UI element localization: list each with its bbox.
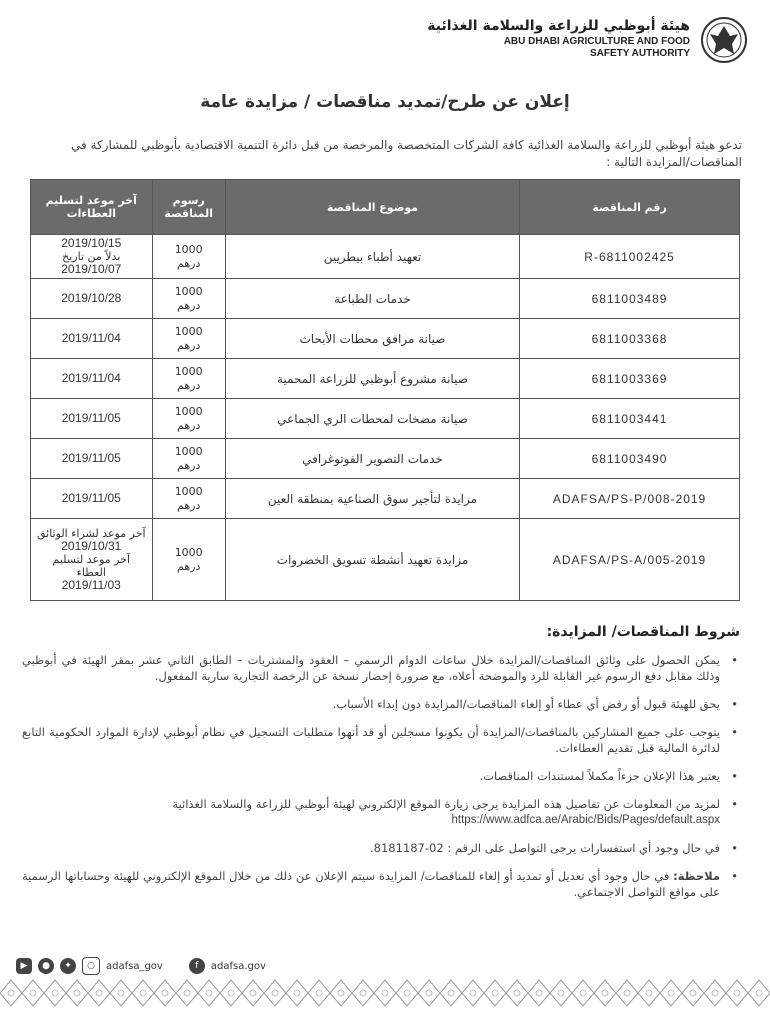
header-deadline: آخر موعد لتسليم العطاءات <box>31 180 153 235</box>
fee-amount: 1000 <box>174 242 203 256</box>
org-name-english-line2: SAFETY AUTHORITY <box>589 48 690 59</box>
table-row <box>31 235 740 279</box>
snapchat-icon[interactable]: ● <box>38 958 54 974</box>
list-item: • يتوجب على جميع المشاركين بالمناقصات/المزايدة أن يكونوا مسجلين أو قد أنهوا متطلبات التسجيل في نظام أبوظبي لإدارة الموارد الحكومية التابع لدائرة المالية قبل تقديم العطاءات. <box>22 724 742 756</box>
tender-subject: صيانة مشروع أبوظبي للزراعة المحمية <box>225 359 519 399</box>
fee-currency: درهم <box>177 418 201 432</box>
page-title: إعلان عن طرح/تمديد مناقصات / مزايدة عامة <box>200 92 570 112</box>
tender-number: 6811003441 <box>520 399 740 439</box>
deadline-label-documents: آخر موعد لشراء الوثائق <box>37 527 146 540</box>
tender-subject: خدمات الطباعة <box>225 279 519 319</box>
deadline-date-2: 2019/11/03 <box>61 578 121 592</box>
tender-deadline: 2019/11/05 <box>31 479 153 519</box>
deadline-note: بدلاً من تاريخ <box>62 250 121 263</box>
table-row <box>31 519 740 601</box>
tender-number: 6811003489 <box>520 279 740 319</box>
decorative-pattern <box>0 978 770 1008</box>
tender-number: 6811003368 <box>520 319 740 359</box>
fee-amount: 1000 <box>174 484 203 498</box>
fee-amount: 1000 <box>174 444 203 458</box>
table-row <box>31 319 740 359</box>
tender-fee <box>152 399 225 439</box>
twitter-icon[interactable]: ✦ <box>60 958 76 974</box>
header-tender-number: رقم المناقصة <box>520 180 740 235</box>
fee-amount: 1000 <box>174 404 203 418</box>
tender-fee <box>152 359 225 399</box>
fee-currency: درهم <box>177 458 201 472</box>
more-info-text: لمزيد من المعلومات عن تفاصيل هذه المزايدة يرجى زيارة الموقع الإلكتروني لهيئة أبوظبي للزراعة والسلامة الغذائية <box>172 797 720 811</box>
fee-amount: 1000 <box>174 284 203 298</box>
fee-currency: درهم <box>177 256 201 270</box>
tender-fee <box>152 235 225 279</box>
tender-number: 6811002425-R <box>520 235 740 279</box>
tender-subject: مزايدة تعهيد أنشطة تسويق الخضروات <box>225 519 519 601</box>
tender-deadline: 2019/11/04 <box>31 319 153 359</box>
org-name-english-line1: ABU DHABI AGRICULTURE AND FOOD <box>503 36 690 47</box>
tender-deadline: 2019/11/04 <box>31 359 153 399</box>
tender-subject: مزايدة لتأجير سوق الصناعية بمنطقة العين <box>225 479 519 519</box>
tender-number: ADAFSA/PS-P/008-2019 <box>520 479 740 519</box>
facebook-icon[interactable]: f <box>189 958 205 974</box>
note-label: ملاحظة: <box>673 869 721 883</box>
header-tender-fee: رسوم المناقصة <box>152 180 225 235</box>
list-item: • في حال وجود أي استفسارات يرجى التواصل على الرقم : 02-8181187. <box>22 840 742 856</box>
tender-subject: خدمات التصوير الفوتوغرافي <box>225 439 519 479</box>
tender-number: 6811003369 <box>520 359 740 399</box>
list-item: • يمكن الحصول على وثائق المناقصات/المزايدة خلال ساعات الدوام الرسمي – العقود والمشتريات – الطابق الثاني عشر بمقر الهيئة في أبوظبي وذلك مقابل دفع الرسوم غير القابلة للرد والموضحة أعلاه، مع ضرورة إحضار نسخة عن الرخصة التجارية سارية المفعول. <box>22 652 742 684</box>
tender-subject: تعهيد أطباء بيطريين <box>225 235 519 279</box>
tender-fee <box>152 479 225 519</box>
tender-deadline: 2019/10/28 <box>31 279 153 319</box>
table-row <box>31 439 740 479</box>
tender-number: ADAFSA/PS-A/005-2019 <box>520 519 740 601</box>
tenders-table <box>30 179 740 601</box>
fee-amount: 1000 <box>174 545 203 559</box>
list-item: • يحق للهيئة قبول أو رفض أي عطاء أو إلغاء المناقصات/المزايدة دون إبداء الأسباب. <box>22 696 742 712</box>
table-row <box>31 279 740 319</box>
table-row <box>31 399 740 439</box>
list-item <box>22 796 742 828</box>
social-handle[interactable]: adafsa_gov <box>106 960 163 972</box>
header <box>0 12 770 72</box>
list-item: • يعتبر هذا الإعلان جزءاً مكملاً لمستندات المناقصات. <box>22 768 742 784</box>
social-footer <box>16 956 266 976</box>
tender-number: 6811003490 <box>520 439 740 479</box>
instagram-icon[interactable]: ○ <box>82 957 100 975</box>
org-name-arabic: هيئة أبوظبي للزراعة والسلامة الغذائية <box>427 18 690 34</box>
tender-subject: صيانة مضخات لمحطات الري الجماعي <box>225 399 519 439</box>
deadline-date: 2019/10/15 <box>61 236 122 250</box>
fee-amount: 1000 <box>174 364 203 378</box>
tender-fee <box>152 319 225 359</box>
table-row <box>31 359 740 399</box>
deadline-old-date: 2019/10/07 <box>61 262 122 276</box>
fee-currency: درهم <box>177 559 201 573</box>
conditions-list <box>22 652 742 912</box>
fee-currency: درهم <box>177 498 201 512</box>
website-link[interactable]: https://www.adfca.ae/Arabic/Bids/Pages/default.aspx <box>451 814 720 826</box>
conditions-title: شروط المناقصات/ المزايدة: <box>546 624 740 640</box>
table-row <box>31 479 740 519</box>
fee-amount: 1000 <box>174 324 203 338</box>
tender-deadline <box>31 235 153 279</box>
fee-currency: درهم <box>177 298 201 312</box>
fee-currency: درهم <box>177 338 201 352</box>
deadline-label-bids: آخر موعد لتسليم العطاء <box>52 553 131 579</box>
tender-deadline: 2019/11/05 <box>31 439 153 479</box>
tender-fee <box>152 519 225 601</box>
header-tender-subject: موضوع المناقصة <box>225 180 519 235</box>
tender-deadline: 2019/11/05 <box>31 399 153 439</box>
tender-subject: صيانة مرافق محطات الأبحاث <box>225 319 519 359</box>
tender-fee <box>152 439 225 479</box>
facebook-handle[interactable]: adafsa.gov <box>210 960 266 972</box>
intro-text: تدعو هيئة أبوظبي للزراعة والسلامة الغذائية كافة الشركات المتخصصة والمرخصة من قبل دائرة التنمية الاقتصادية بأبوظبي للمشاركة في المناقصات/المزايدة التالية : <box>70 138 742 169</box>
tender-fee <box>152 279 225 319</box>
table-header-row <box>31 180 740 235</box>
falcon-emblem-icon <box>700 14 748 66</box>
fee-currency: درهم <box>177 378 201 392</box>
youtube-icon[interactable]: ▶ <box>16 958 32 974</box>
tender-deadline <box>31 519 153 601</box>
note-text: في حال وجود أي تعديل أو تمديد أو إلغاء للمناقصات/ المزايدة سيتم الإعلان عن ذلك من خلال الموقع الإلكتروني للهيئة وحساباتها الرسمية على مواقع التواصل الاجتماعي. <box>22 869 720 899</box>
deadline-date: 2019/10/31 <box>61 539 122 553</box>
list-item <box>22 868 742 900</box>
